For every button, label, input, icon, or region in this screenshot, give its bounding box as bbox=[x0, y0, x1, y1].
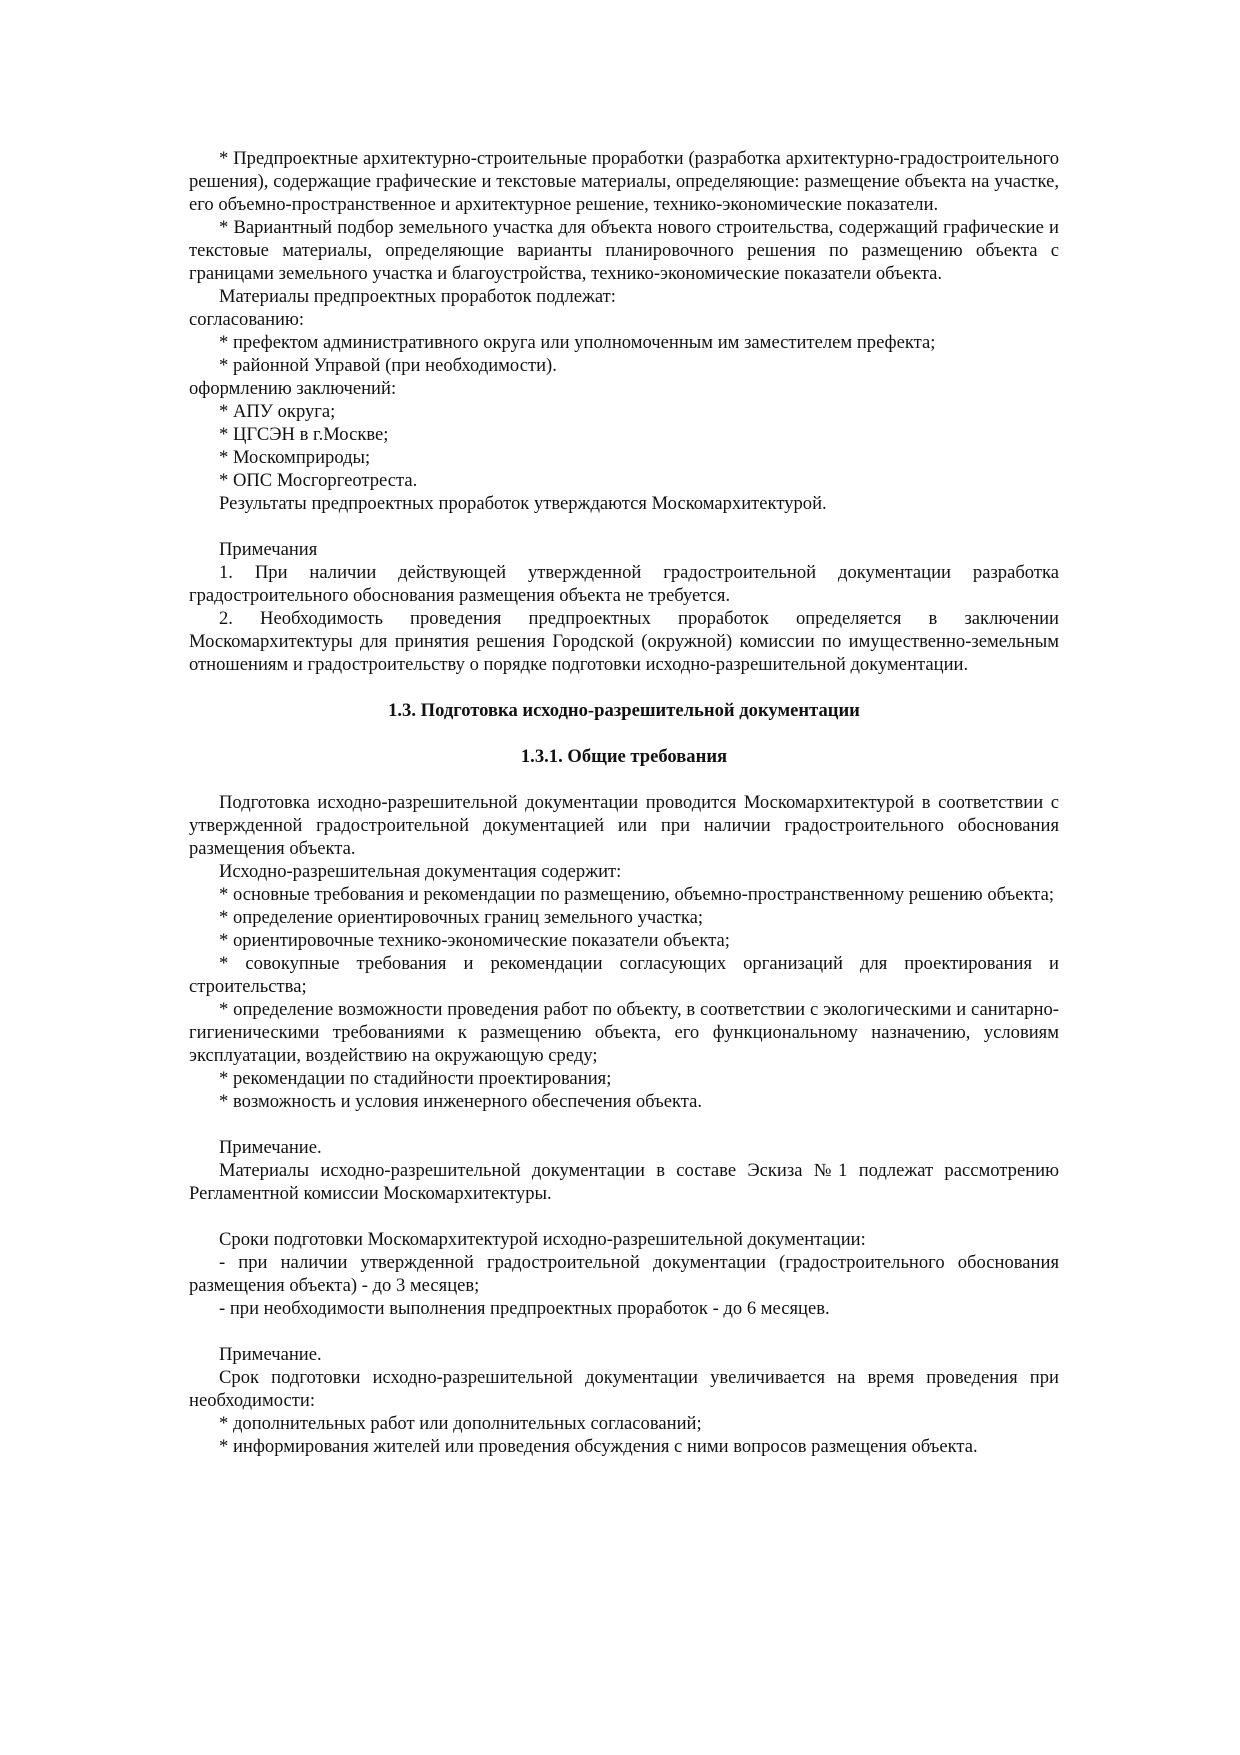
list-item: * ориентировочные технико-экономические показатели объекта; bbox=[219, 930, 730, 951]
conclusion-label: оформлению заключений: bbox=[189, 378, 397, 399]
list-item: * рекомендации по стадийности проектирования; bbox=[219, 1068, 612, 1089]
list-item: * АПУ округа; bbox=[219, 401, 336, 422]
spacer bbox=[189, 676, 1059, 699]
spacer bbox=[189, 722, 1059, 745]
note-title: Примечание. bbox=[219, 1137, 322, 1158]
note-item: 1. При наличии действующей утвержденной градостроительной документации разработка градостроительного обоснования размещения объекта не требуется. bbox=[189, 562, 1059, 606]
list-item: * Москомприроды; bbox=[219, 447, 371, 468]
note-text: Материалы исходно-разрешительной документации в составе Эскиза №1 подлежат рассмотрению Регламентной комиссии Москомархитектуры. bbox=[189, 1160, 1059, 1204]
list-item: * ЦГСЭН в г.Москве; bbox=[219, 424, 389, 445]
list-item: * основные требования и рекомендации по размещению, объемно-пространственному решению объекта; bbox=[219, 884, 1055, 905]
note-title: Примечание. bbox=[219, 1344, 322, 1365]
list-item: * ОПС Мосгоргеотреста. bbox=[219, 470, 418, 491]
list-item: * определение возможности проведения работ по объекту, в соответствии с экологическими и санитарно-гигиеническими требованиями к размещению объекта, его функциональному назначению, условиям эксплуатации, воздействию на окружающую среду; bbox=[189, 999, 1059, 1066]
note-text: Срок подготовки исходно-разрешительной документации увеличивается на время проведения при необходимости: bbox=[189, 1367, 1059, 1411]
spacer bbox=[189, 515, 1059, 538]
section-paragraph: Исходно-разрешительная документация содержит: bbox=[219, 861, 622, 882]
note-item: 2. Необходимость проведения предпроектных проработок определяется в заключении Москомархитектуры для принятия решения Городской (окружной) комиссии по имущественно-земельным отношениям и градостроительству о порядке подготовки исходно-разрешительной документации. bbox=[189, 608, 1059, 675]
notes-title: Примечания bbox=[219, 539, 318, 560]
paragraph-land-selection: * Вариантный подбор земельного участка для объекта нового строительства, содержащий графические и текстовые материалы, определяющие варианты планировочного решения по размещению объекта с границами земельного участка и благоустройства, технико-экономические показатели объекта. bbox=[189, 217, 1059, 284]
list-item: * совокупные требования и рекомендации согласующих организаций для проектирования и строительства; bbox=[189, 953, 1059, 997]
list-item: * определение ориентировочных границ земельного участка; bbox=[219, 907, 704, 928]
list-item: * возможность и условия инженерного обеспечения объекта. bbox=[219, 1091, 703, 1112]
list-item: * дополнительных работ или дополнительных согласований; bbox=[219, 1413, 702, 1434]
list-item: * префектом административного округа или уполномоченным им заместителем префекта; bbox=[219, 332, 936, 353]
list-item: * районной Управой (при необходимости). bbox=[219, 355, 557, 376]
spacer bbox=[189, 1205, 1059, 1228]
approval-label: согласованию: bbox=[189, 309, 305, 330]
subsection-heading: 1.3.1. Общие требования bbox=[520, 746, 728, 767]
section-heading: 1.3. Подготовка исходно-разрешительной документации bbox=[388, 700, 860, 721]
spacer bbox=[189, 1113, 1059, 1136]
terms-intro: Сроки подготовки Москомархитектурой исходно-разрешительной документации: bbox=[219, 1229, 866, 1250]
results-line: Результаты предпроектных проработок утверждаются Москомархитектурой. bbox=[219, 493, 827, 514]
document-page bbox=[189, 147, 1059, 1458]
list-item: * информирования жителей или проведения обсуждения с ними вопросов размещения объекта. bbox=[219, 1436, 978, 1457]
spacer bbox=[189, 1320, 1059, 1343]
paragraph-preproject-works: * Предпроектные архитектурно-строительные проработки (разработка архитектурно-градостроительного решения), содержащие графические и текстовые материалы, определяющие: размещение объекта на участке, его объемно-пространственное и архитектурное решение, технико-экономические показатели. bbox=[189, 148, 1059, 215]
section-paragraph: Подготовка исходно-разрешительной документации проводится Москомархитектурой в соответствии с утвержденной градостроительной документацией или при наличии градостроительного обоснования размещения объекта. bbox=[189, 792, 1059, 859]
paragraph-materials-subject: Материалы предпроектных проработок подлежат: bbox=[219, 286, 616, 307]
list-item: - при необходимости выполнения предпроектных проработок - до 6 месяцев. bbox=[219, 1298, 830, 1319]
list-item: - при наличии утвержденной градостроительной документации (градостроительного обоснования размещения объекта) - до 3 месяцев; bbox=[189, 1252, 1059, 1296]
spacer bbox=[189, 768, 1059, 791]
